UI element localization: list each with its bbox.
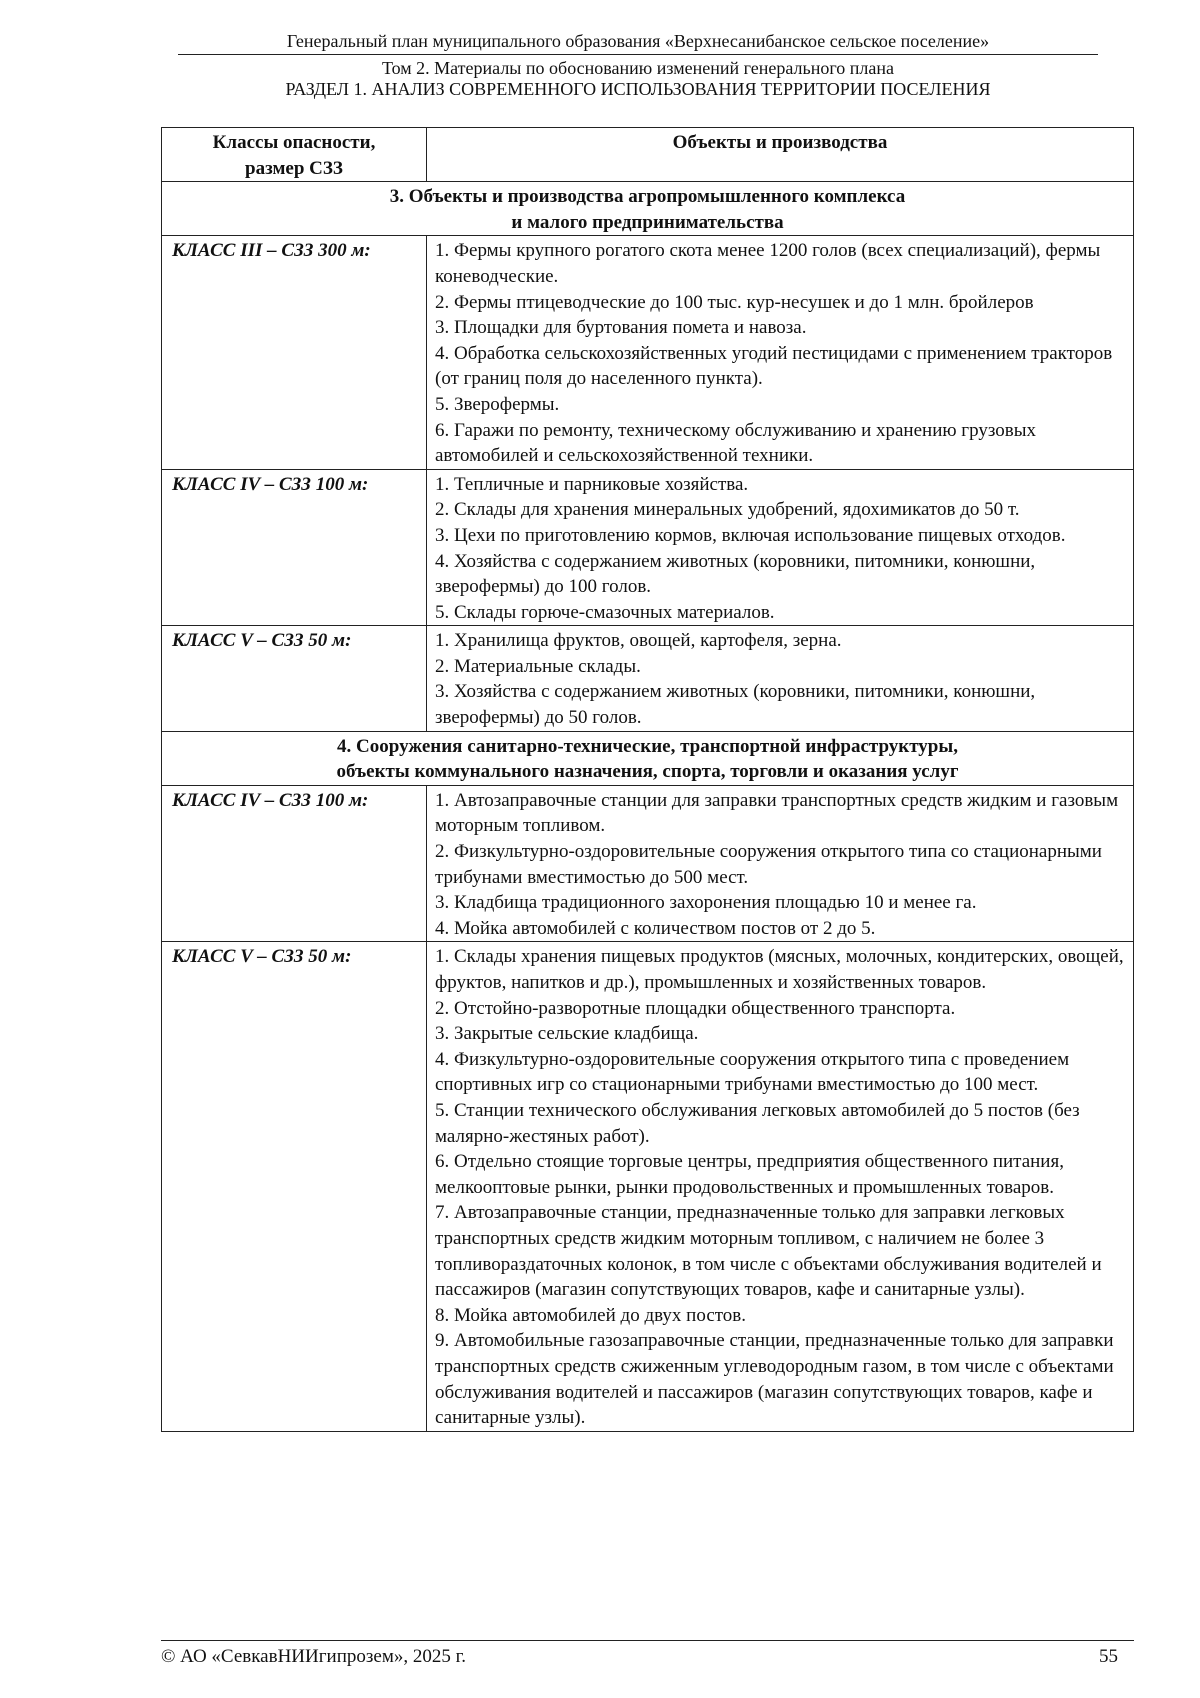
list-item: 3. Площадки для буртования помета и навоза.	[435, 317, 807, 339]
copyright: © АО «СевкавНИИгипрозем», 2025 г.	[161, 1646, 466, 1667]
section-title-cell	[162, 731, 1134, 785]
section-header-row	[162, 731, 1134, 785]
page-header	[178, 30, 1098, 100]
table-row	[162, 469, 1134, 626]
list-item: 6. Гаражи по ремонту, техническому обслуживанию и хранению грузовых автомобилей и сельскохозяйственной техники.	[435, 419, 1036, 467]
objects-cell	[427, 942, 1134, 1431]
list-item: 4. Физкультурно-оздоровительные сооружения открытого типа с проведением спортивных игр со стационарными трибунами вместимостью до 100 мест.	[435, 1048, 1070, 1096]
objects-cell	[427, 785, 1134, 942]
section-title-line: 3. Объекты и производства агропромышленного комплекса	[389, 186, 906, 208]
list-item: 9. Автомобильные газозаправочные станции, предназначенные только для заправки транспортных средств сжиженным углеводородным газом, в том числе с объектами обслуживания водителей и пассажиров (магазин сопутствующих товаров, кафе и санитарные узлы).	[435, 1330, 1114, 1429]
list-item: 4. Мойка автомобилей с количеством постов от 2 до 5.	[435, 917, 876, 939]
volume-title: Том 2. Материалы по обоснованию изменений генерального плана	[381, 58, 895, 78]
list-item: 1. Автозаправочные станции для заправки транспортных средств жидким и газовым моторным топливом.	[435, 789, 1119, 837]
hazard-class-table	[161, 127, 1134, 1432]
table-row	[162, 785, 1134, 942]
section-title-line: объекты коммунального назначения, спорта, торговли и оказания услуг	[336, 761, 959, 783]
hazard-class-cell: КЛАСС IV – СЗЗ 100 м:	[162, 785, 427, 942]
list-item: 5. Склады горюче-смазочных материалов.	[435, 601, 775, 623]
list-item: 1. Склады хранения пищевых продуктов (мясных, молочных, кондитерских, овощей, фруктов, напитков и др.), промышленных и хозяйственных товаров.	[435, 946, 1124, 993]
list-item: 6. Отдельно стоящие торговые центры, предприятия общественного питания, мелкооптовые рынки, рынки продовольственных и промышленных товаров.	[435, 1151, 1064, 1198]
list-item: 5. Станции технического обслуживания легковых автомобилей до 5 постов (без малярно-жестяных работ).	[435, 1099, 1080, 1147]
list-item: 3. Закрытые сельские кладбища.	[435, 1023, 699, 1045]
hazard-class-cell: КЛАСС IV – СЗЗ 100 м:	[162, 469, 427, 626]
list-item: 1. Тепличные и парниковые хозяйства.	[435, 473, 749, 495]
section-header-row	[162, 182, 1134, 236]
list-item: 2. Физкультурно-оздоровительные сооружения открытого типа со стационарными трибунами вместимостью до 500 мест.	[435, 841, 1102, 888]
list-item: 1. Фермы крупного рогатого скота менее 1200 голов (всех специализаций), фермы коневодческие.	[435, 240, 1101, 287]
document-title: Генеральный план муниципального образования «Верхнесанибанское сельское поселение»	[286, 31, 990, 51]
list-item: 3. Кладбища традиционного захоронения площадью 10 и менее га.	[435, 892, 977, 914]
footer-divider	[161, 1640, 1134, 1641]
list-item: 7. Автозаправочные станции, предназначенные только для заправки легковых транспортных средств жидким моторным топливом, с наличием не более 3 топливораздаточных колонок, в том числе с объектами обслуживания водителей и пассажиров (магазин сопутствующих товаров, кафе и санитарные узлы).	[435, 1202, 1102, 1301]
header-divider	[178, 54, 1098, 55]
hazard-class-cell: КЛАСС V – СЗЗ 50 м:	[162, 942, 427, 1431]
list-item: 1. Хранилища фруктов, овощей, картофеля, зерна.	[435, 630, 842, 652]
table-row	[162, 942, 1134, 1431]
page-number: 55	[1099, 1646, 1118, 1667]
section-title: РАЗДЕЛ 1. АНАЛИЗ СОВРЕМЕННОГО ИСПОЛЬЗОВАНИЯ ТЕРРИТОРИИ ПОСЕЛЕНИЯ	[285, 79, 991, 99]
list-item: 3. Хозяйства с содержанием животных (коровники, питомники, конюшни, зверофермы) до 50 голов.	[435, 681, 1036, 729]
objects-cell	[427, 626, 1134, 731]
section-title-line: и малого предпринимательства	[511, 211, 784, 233]
hazard-class-cell: КЛАСС V – СЗЗ 50 м:	[162, 626, 427, 731]
table-body	[162, 182, 1134, 1432]
section-title-cell	[162, 182, 1134, 236]
table-row	[162, 236, 1134, 469]
list-item: 8. Мойка автомобилей до двух постов.	[435, 1304, 747, 1326]
objects-cell	[427, 469, 1134, 626]
column-header-objects: Объекты и производства	[427, 128, 1134, 182]
list-item: 2. Склады для хранения минеральных удобрений, ядохимикатов до 50 т.	[435, 499, 1020, 521]
list-item: 4. Обработка сельскохозяйственных угодий пестицидами с применением тракторов (от границ поля до населенного пункта).	[435, 342, 1113, 390]
column-header-hazard-class: Классы опасности, размер СЗЗ	[162, 128, 427, 182]
objects-cell	[427, 236, 1134, 469]
list-item: 2. Материальные склады.	[435, 655, 641, 677]
table-header-row	[162, 128, 1134, 182]
table-row	[162, 626, 1134, 731]
list-item: 2. Отстойно-разворотные площадки общественного транспорта.	[435, 997, 956, 1019]
list-item: 2. Фермы птицеводческие до 100 тыс. кур-несушек и до 1 млн. бройлеров	[435, 291, 1034, 313]
section-title-line: 4. Сооружения санитарно-технические, транспортной инфраструктуры,	[337, 735, 958, 757]
list-item: 3. Цехи по приготовлению кормов, включая использование пищевых отходов.	[435, 524, 1066, 546]
list-item: 5. Зверофермы.	[435, 393, 560, 415]
list-item: 4. Хозяйства с содержанием животных (коровники, питомники, конюшни, зверофермы) до 100 голов.	[435, 550, 1036, 598]
hazard-class-cell: КЛАСС III – СЗЗ 300 м:	[162, 236, 427, 469]
